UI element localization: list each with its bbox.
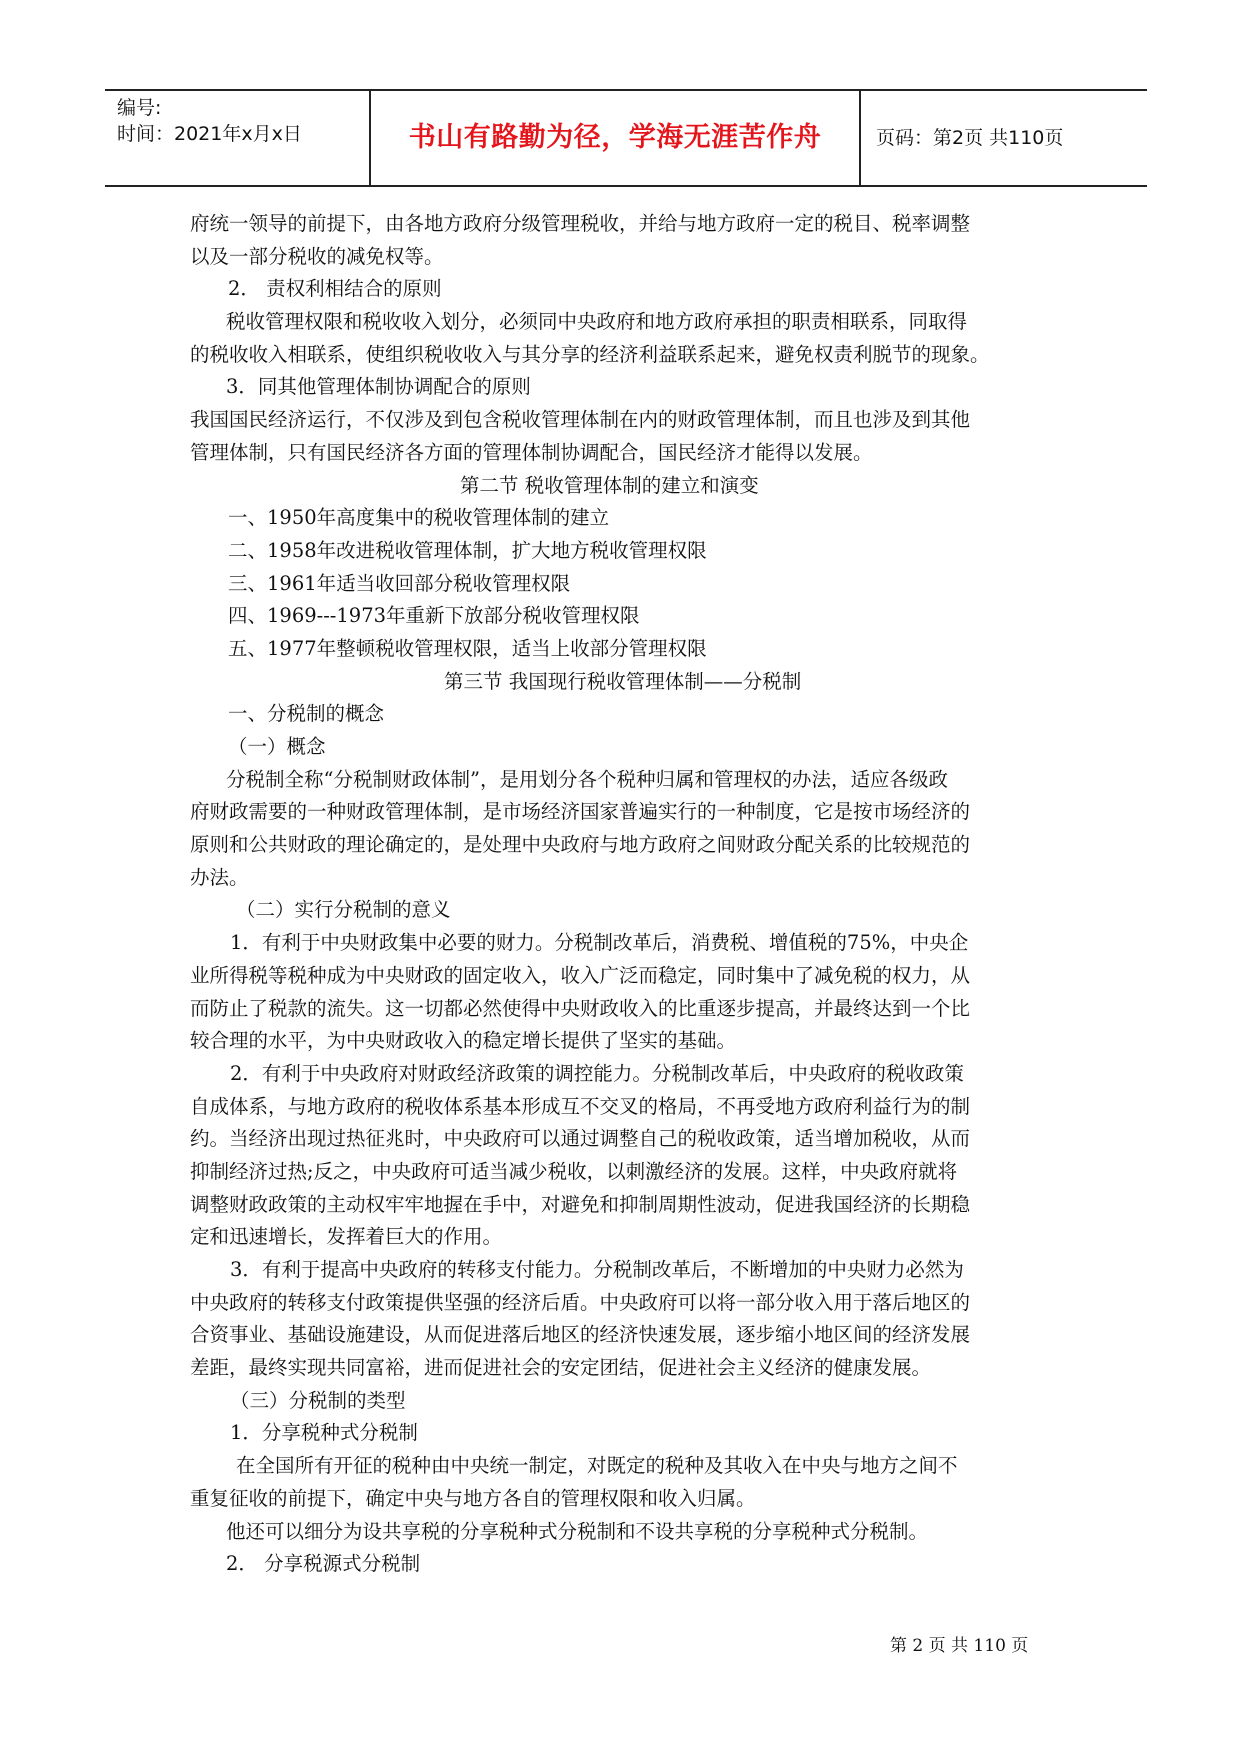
body-line: 的税收收入相联系，使组织税收收入与其分享的经济利益联系起来，避免权责利脱节的现象。 xyxy=(190,342,990,366)
body-line: 业所得税等税种成为中央财政的固定收入，收入广泛而稳定，同时集中了减免税的权力，从 xyxy=(190,963,971,987)
paragraph-line: 在全国所有开征的税种由中央统一制定，对既定的税种及其收入在中央与地方之间不 xyxy=(236,1454,958,1478)
paragraph-line: 1．有利于中央财政集中必要的财力。分税制改革后，消费税、增值税的75%，中央企 xyxy=(230,931,969,955)
paragraph-line: 3．有利于提高中央政府的转移支付能力。分税制改革后，不断增加的中央财力必然为 xyxy=(230,1258,964,1281)
document-body xyxy=(190,208,1055,1581)
paragraph-line: 我国国民经济运行，不仅涉及到包含税收管理体制在内的财政管理体制，而且也涉及到其他 xyxy=(190,408,971,432)
header-meta xyxy=(105,91,371,185)
outline-item: 四、1969---1973年重新下放部分税收管理权限 xyxy=(228,604,640,628)
subsection-heading: （二）实行分税制的意义 xyxy=(236,898,451,922)
number-label: 编号: xyxy=(117,97,162,119)
page-code: 页码：第2页 共110页 xyxy=(876,127,1064,149)
header-page-cell xyxy=(861,91,1147,185)
body-line: 较合理的水平，为中央财政收入的稳定增长提供了坚实的基础。 xyxy=(190,1029,737,1053)
body-line: 定和迅速增长，发挥着巨大的作用。 xyxy=(190,1225,503,1249)
body-line: 调整财政政策的主动权牢牢地握在手中，对避免和抑制周期性波动，促进我国经济的长期稳 xyxy=(190,1192,971,1216)
outline-item: 二、1958年改进税收管理体制，扩大地方税收管理权限 xyxy=(228,538,707,562)
body-line: 合资事业、基础设施建设，从而促进落后地区的经济快速发展，逐步缩小地区间的经济发展 xyxy=(190,1323,971,1347)
paragraph-line: 他还可以细分为设共享税的分享税种式分税制和不设共享税的分享税种式分税制。 xyxy=(226,1519,929,1543)
page-header xyxy=(105,89,1147,187)
body-line: 以及一部分税收的减免权等。 xyxy=(190,244,444,268)
subsection-heading: 一、分税制的概念 xyxy=(228,702,385,726)
body-line: 自成体系，与地方政府的税收体系基本形成互不交叉的格局，不再受地方政府利益行为的制 xyxy=(190,1094,971,1118)
body-line: 原则和公共财政的理论确定的，是处理中央政府与地方政府之间财政分配关系的比较规范的 xyxy=(190,833,971,857)
page-footer: 第 2 页 共 110 页 xyxy=(890,1636,1029,1656)
body-line: 差距，最终实现共同富裕，进而促进社会的安定团结，促进社会主义经济的健康发展。 xyxy=(190,1356,932,1380)
list-item-heading: 2． 分享税源式分税制 xyxy=(226,1552,421,1576)
paragraph-line: 分税制全称“分税制财政体制”，是用划分各个税种归属和管理权的办法，适应各级政 xyxy=(226,767,948,791)
list-item-heading: 3．同其他管理体制协调配合的原则 xyxy=(226,375,531,399)
body-line: 中央政府的转移支付政策提供坚强的经济后盾。中央政府可以将一部分收入用于落后地区的 xyxy=(190,1290,971,1314)
header-motto-cell xyxy=(371,91,861,185)
body-line: 府统一领导的前提下，由各地方政府分级管理税收，并给与地方政府一定的税目、税率调整 xyxy=(190,212,971,235)
body-line: 抑制经济过热;反之，中央政府可适当减少税收，以刺激经济的发展。这样，中央政府就将 xyxy=(190,1159,958,1183)
section-heading: 第三节 我国现行税收管理体制——分税制 xyxy=(444,669,802,693)
subsection-heading: （三）分税制的类型 xyxy=(230,1388,406,1412)
body-line: 而防止了税款的流失。这一切都必然使得中央财政收入的比重逐步提高，并最终达到一个比 xyxy=(190,996,971,1020)
body-line: 办法。 xyxy=(190,865,249,889)
section-heading: 第二节 税收管理体制的建立和演变 xyxy=(460,473,759,497)
body-line: 管理体制，只有国民经济各方面的管理体制协调配合，国民经济才能得以发展。 xyxy=(190,440,873,464)
list-item-heading: 2． 责权利相结合的原则 xyxy=(228,277,442,301)
body-line: 约。当经济出现过热征兆时，中央政府可以通过调整自己的税收政策，适当增加税收，从而 xyxy=(190,1127,971,1151)
paragraph-line: 税收管理权限和税收收入划分，必须同中央政府和地方政府承担的职责相联系，同取得 xyxy=(226,310,968,334)
body-line: 府财政需要的一种财政管理体制，是市场经济国家普遍实行的一种制度，它是按市场经济的 xyxy=(190,800,971,824)
outline-item: 五、1977年整顿税收管理权限，适当上收部分管理权限 xyxy=(228,636,707,660)
outline-item: 三、1961年适当收回部分税收管理权限 xyxy=(228,571,571,595)
body-line: 重复征收的前提下，确定中央与地方各自的管理权限和收入归属。 xyxy=(190,1486,756,1510)
subsection-heading: （一）概念 xyxy=(228,735,326,758)
motto: 书山有路勤为径，学海无涯苦作舟 xyxy=(408,122,822,153)
outline-item: 一、1950年高度集中的税收管理体制的建立 xyxy=(228,506,610,530)
paragraph-line: 2．有利于中央政府对财政经济政策的调控能力。分税制改革后，中央政府的税收政策 xyxy=(230,1061,964,1085)
list-item-heading: 1．分享税种式分税制 xyxy=(230,1421,418,1445)
time-label: 时间：2021年x月x日 xyxy=(117,123,302,145)
